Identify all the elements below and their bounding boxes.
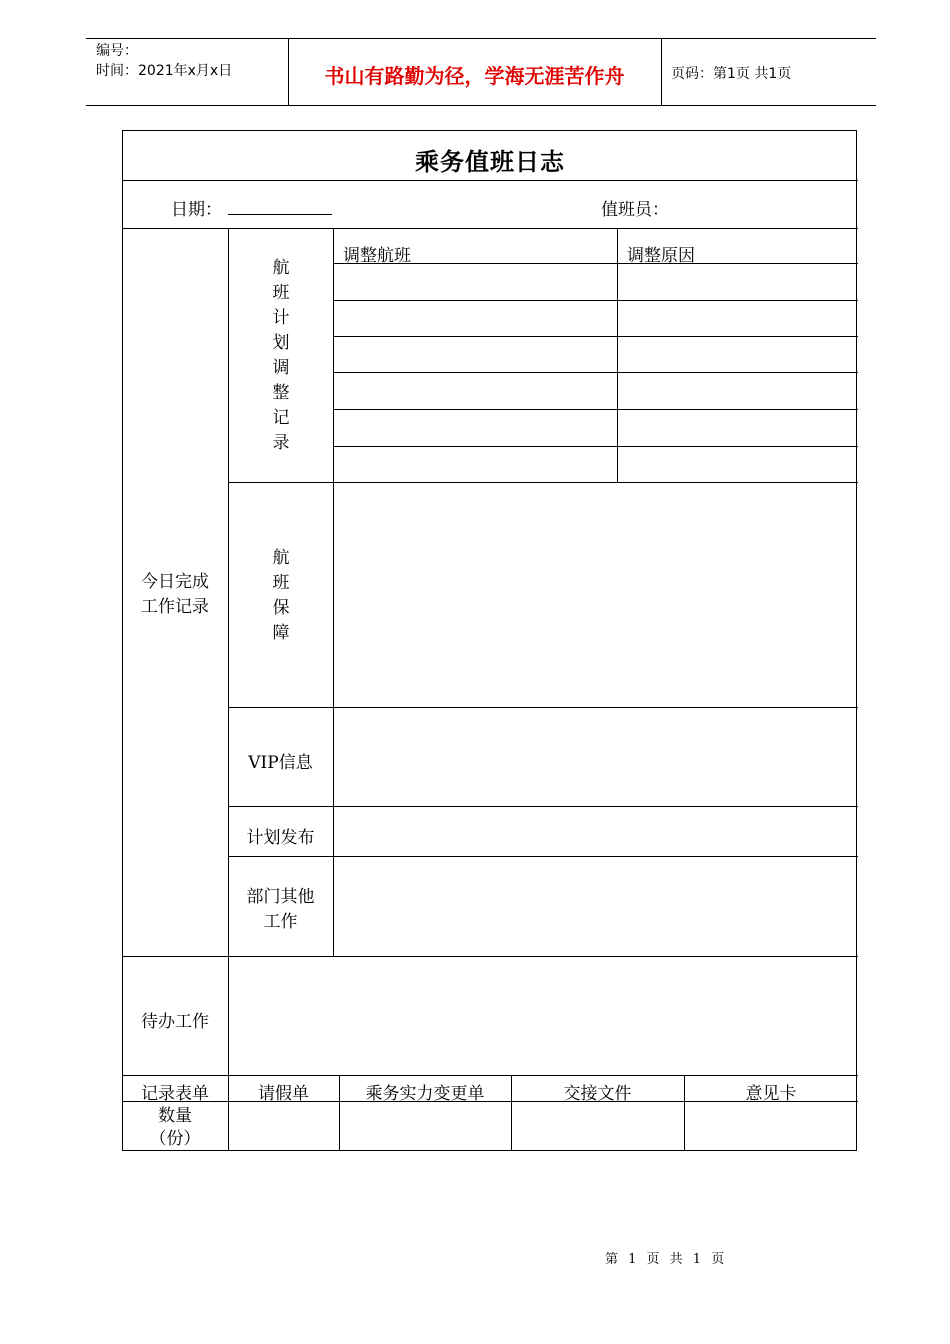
quantity-feedback-field[interactable] [685, 1102, 857, 1151]
quantity-leave-field[interactable] [229, 1102, 339, 1151]
flight-support-label: 航 班 保 障 [272, 548, 290, 643]
records-handover: 交接文件 [563, 1084, 632, 1104]
col-adjusted-flight: 调整航班 [343, 246, 411, 266]
flight-support-field[interactable] [334, 483, 857, 707]
motto: 书山有路勤为径，学海无涯苦作舟 [324, 64, 625, 88]
records-crew-change: 乘务实力变更单 [365, 1084, 485, 1104]
adjust-reason-cells[interactable] [618, 264, 857, 482]
duty-officer-label: 值班员： [601, 200, 669, 220]
page-info: 页码：第1页 共1页 [671, 66, 792, 82]
date-label: 日期： [171, 200, 222, 220]
page-footer: 第 1 页 共 1 页 [605, 1252, 728, 1267]
flight-plan-adjust-label: 航 班 计 划 调 整 记 录 [272, 258, 290, 453]
plan-release-label: 计划发布 [246, 828, 315, 848]
vip-info-field[interactable] [334, 708, 857, 806]
dept-other-work-field[interactable] [334, 857, 857, 956]
dept-other-work-label: 部门其他 工作 [246, 887, 315, 932]
today-section-label: 今日完成 工作记录 [141, 572, 209, 617]
records-leave: 请假单 [258, 1084, 309, 1104]
date-field[interactable] [228, 214, 332, 215]
pending-work-label: 待办工作 [141, 1012, 209, 1032]
time-label: 时间：2021年x月x日 [96, 63, 233, 79]
records-feedback: 意见卡 [745, 1084, 797, 1104]
quantity-handover-field[interactable] [512, 1102, 684, 1151]
pending-work-field[interactable] [229, 957, 857, 1075]
quantity-label: 数量 （份） [149, 1106, 201, 1149]
plan-release-field[interactable] [334, 807, 857, 856]
col-adjust-reason: 调整原因 [627, 246, 695, 266]
doc-number-label: 编号： [96, 43, 138, 59]
records-label: 记录表单 [141, 1084, 209, 1104]
adjusted-flight-cells[interactable] [334, 264, 617, 482]
vip-info-label: VIP信息 [248, 753, 313, 773]
form-title: 乘务值班日志 [415, 147, 565, 176]
quantity-crew-change-field[interactable] [340, 1102, 511, 1151]
